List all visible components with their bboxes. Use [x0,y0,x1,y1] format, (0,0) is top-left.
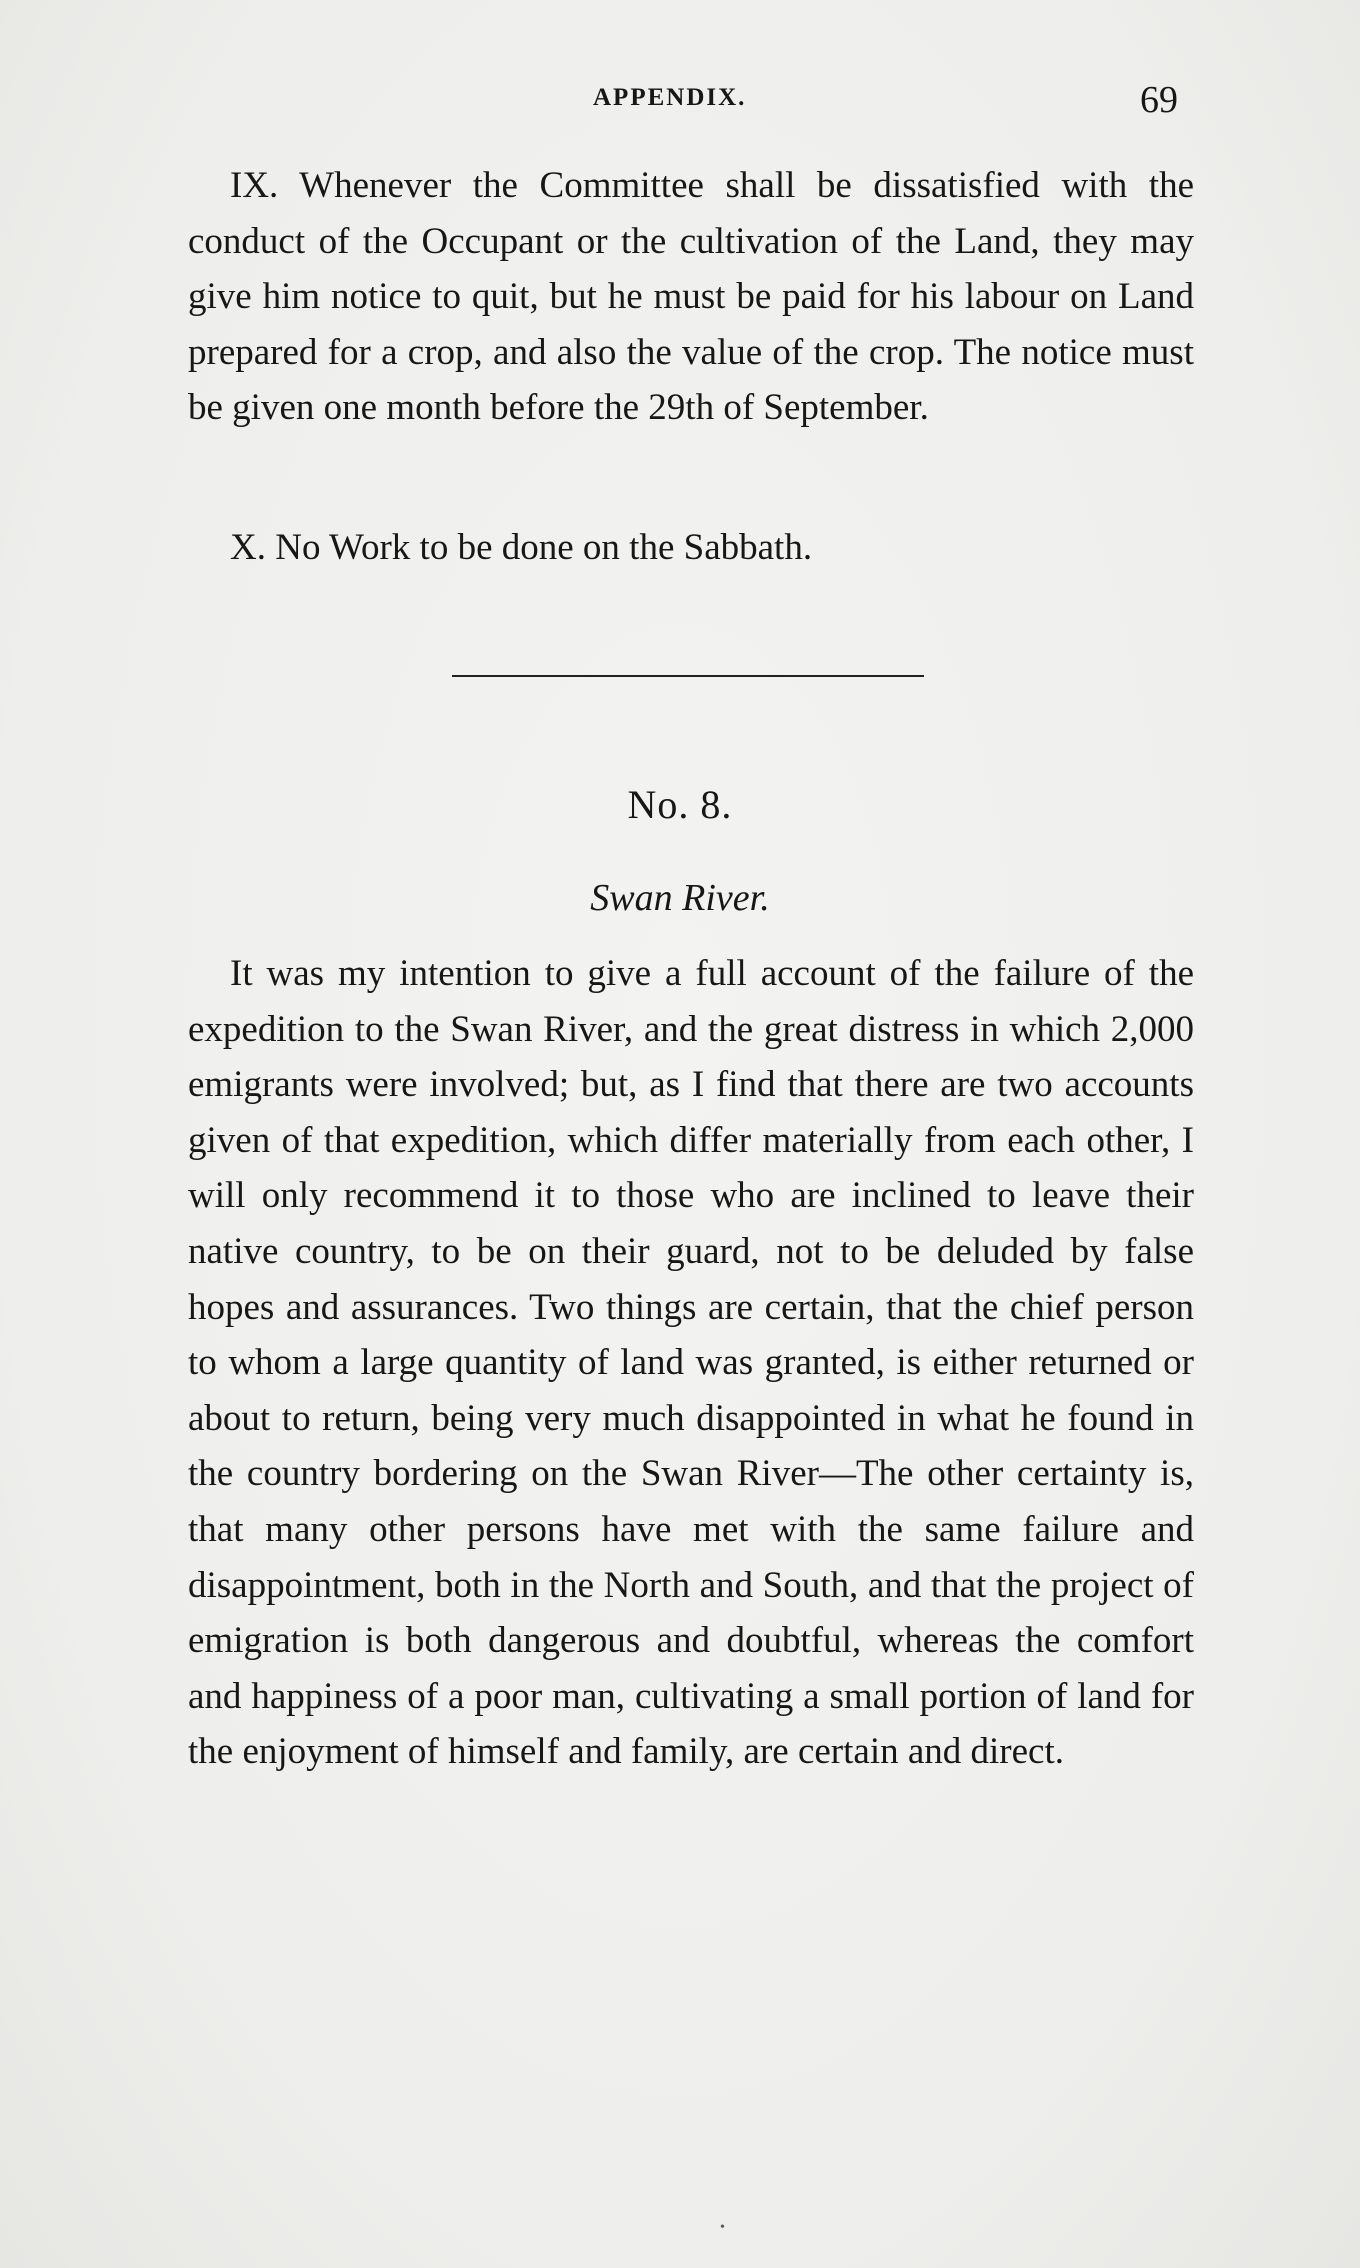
section-number: No. 8. [627,782,733,827]
page-number: 69 [1140,79,1178,121]
section-title: Swan River. [590,877,770,919]
paragraph-swan-river: It was my intention to give a full account of the failure of the expedition to the Swan River, and the great distress in which 2,000 emigrants were involved; but, as I find that there are two accounts given of that expedition, which differ materially from each other, I will only recommend it to those who are inclined to leave their native country, to be on their guard, not to be deluded by false hopes and assurances. Two things are certain, that the chief person to whom a large quantity of land was granted, is either returned or about to return, being very much disappointed in what he found in the country bordering on the Swan River—The other certainty is, that many other persons have met with the same failure and disappointment, both in the North and South, and that the project of emigration is both dangerous and doubtful, whereas the comfort and happiness of a poor man, cultivating a small portion of land for the enjoyment of himself and family, are certain and direct. [188,953,1194,1773]
paragraph-x: X. No Work to be done on the Sabbath. [230,527,813,568]
section-divider [452,675,924,677]
running-head [0,78,1360,121]
page-ornament: • [720,2220,725,2235]
running-title: APPENDIX. [593,84,747,111]
paragraph-ix: IX. Whenever the Committee shall be dissatisfied with the conduct of the Occupant or the cultivation of the Land, they may give him notice to quit, but he must be paid for his labour on Land prepared for a crop, and also the value of the crop. The notice must be given one month before the 29th of September. [188,165,1194,429]
